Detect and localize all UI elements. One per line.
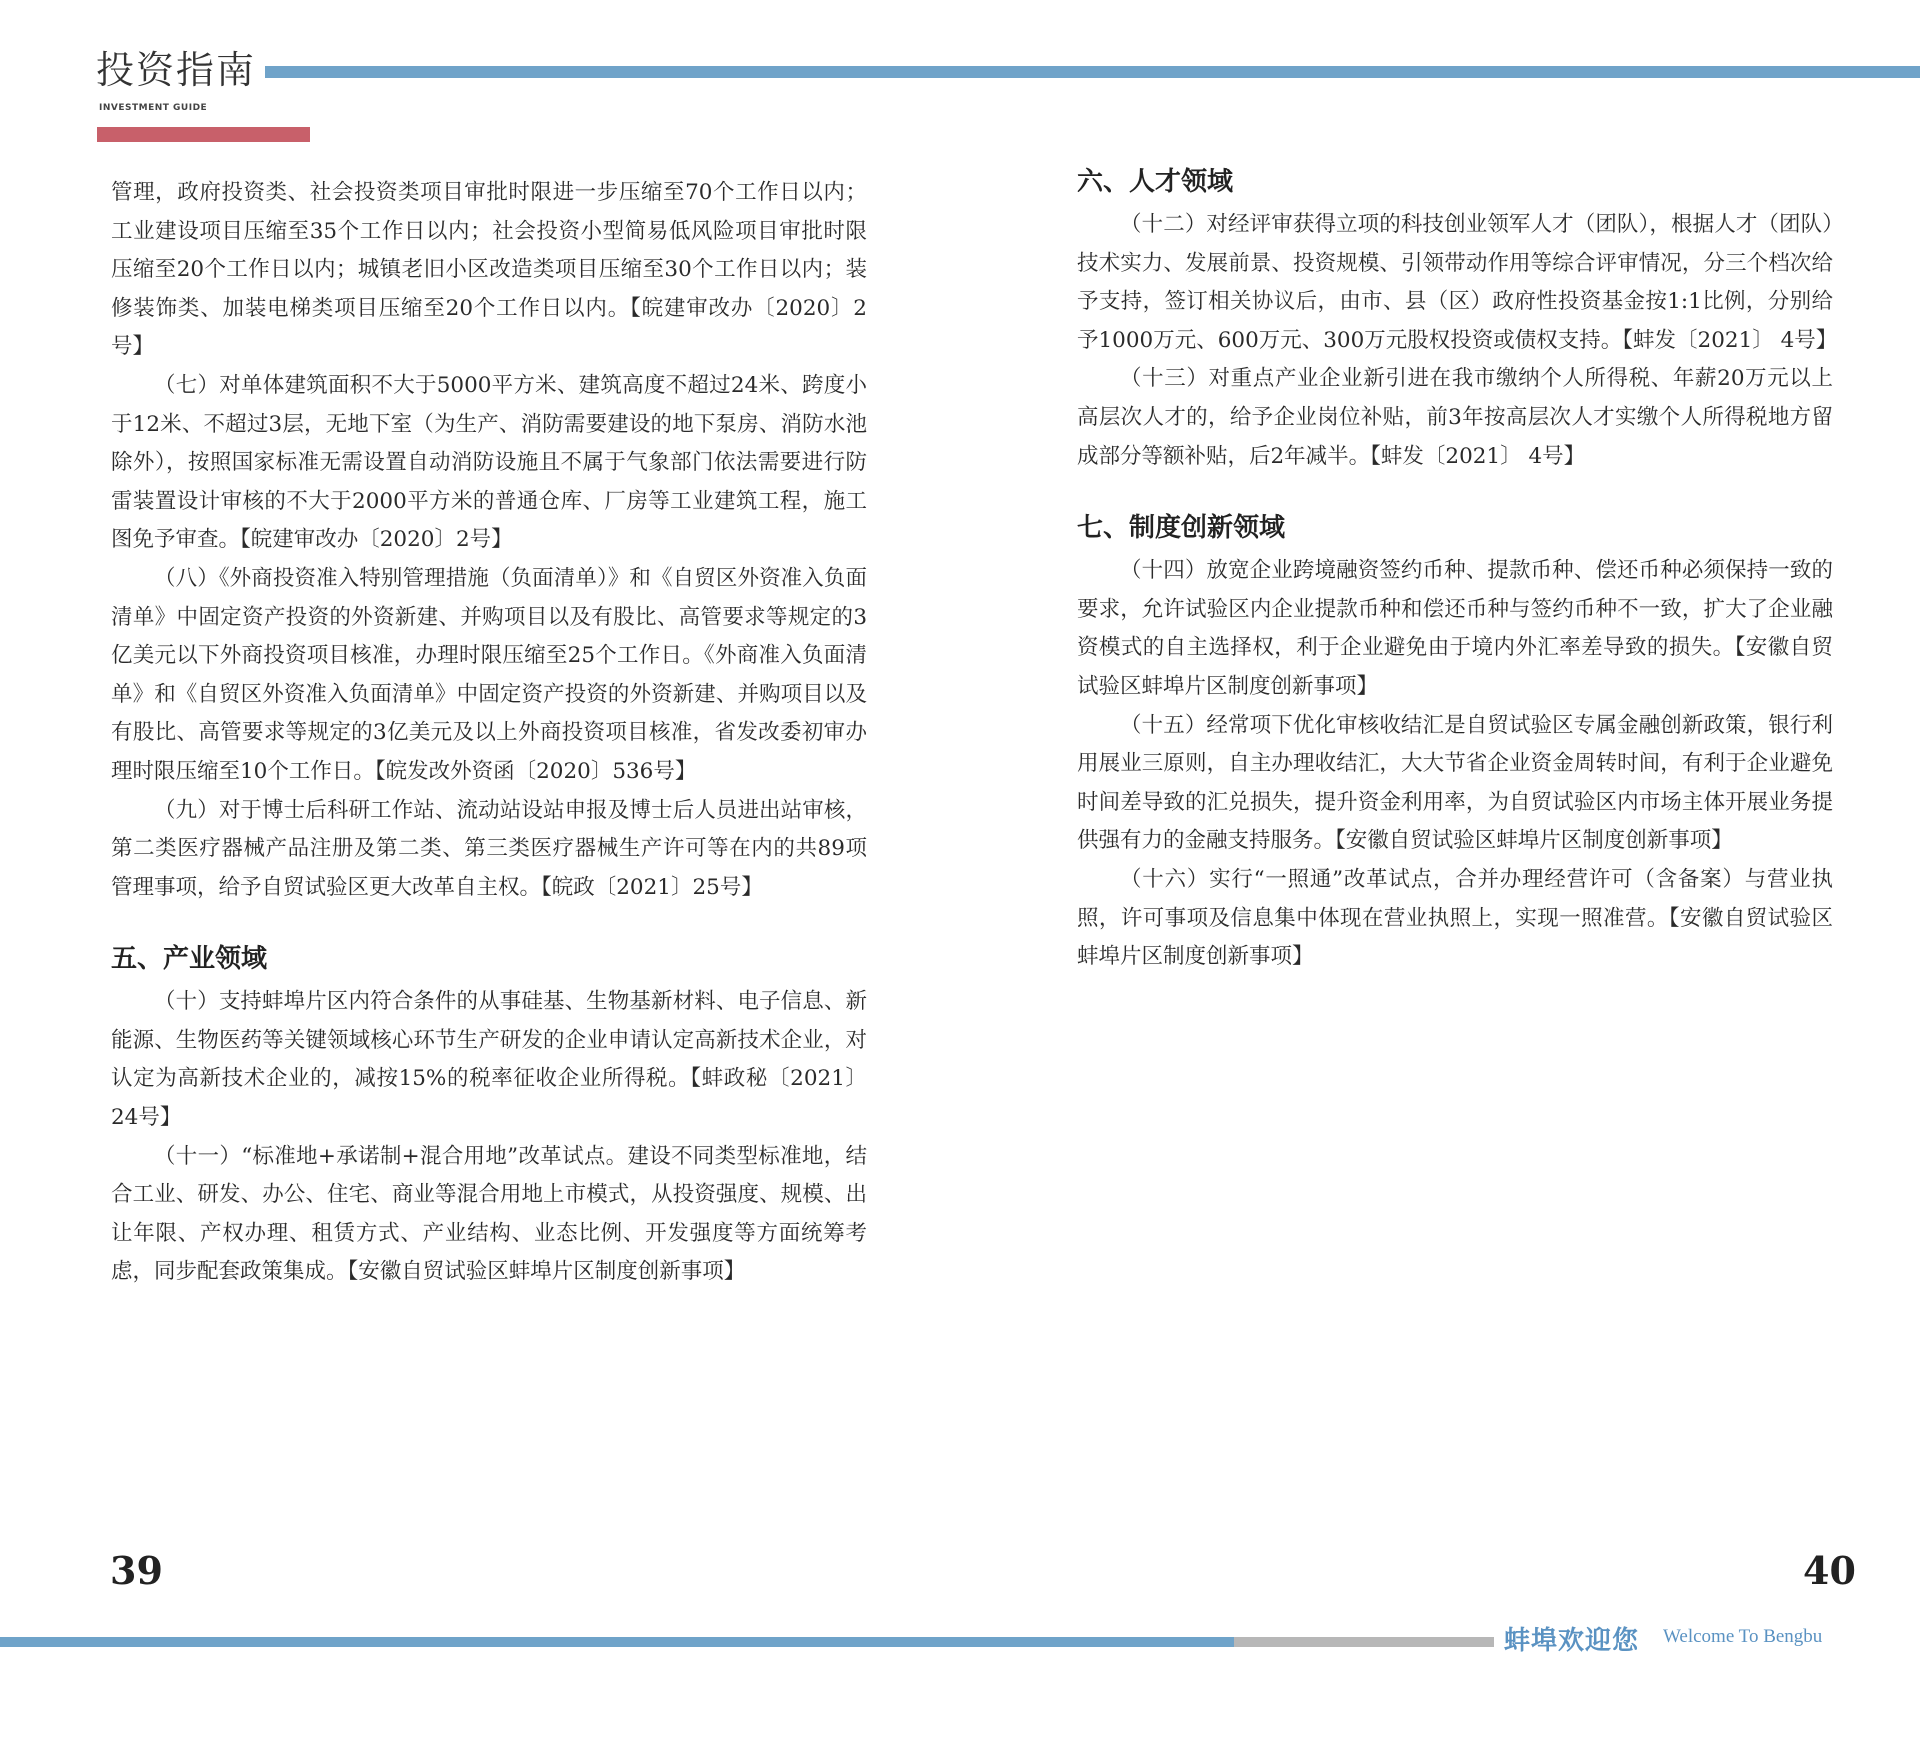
footer-welcome-chinese: 蚌埠欢迎您 <box>1504 1626 1640 1656</box>
paragraph-item-10: （十）支持蚌埠片区内符合条件的从事硅基、生物基新材料、电子信息、新能源、生物医药等关键领域核心环节生产研发的企业申请认定高新技术企业，对认定为高新技术企业的，减按15%的税率征收企业所得税。【蚌政秘〔2021〕24号】 <box>111 989 867 1131</box>
paragraph-item-16: （十六）实行“一照通”改革试点，合并办理经营许可（含备案）与营业执照，许可事项及信息集中体现在营业执照上，实现一照准营。【安徽自贸试验区蚌埠片区制度创新事项】 <box>1077 866 1833 970</box>
paragraph-item-12: （十二）对经评审获得立项的科技创业领军人才（团队），根据人才（团队）技术实力、发展前景、投资规模、引领带动作用等综合评审情况，分三个档次给予支持，签订相关协议后，由市、县（区）政府性投资基金按1:1比例，分别给予1000万元、600万元、300万元股权投资或债权支持。【蚌发〔2021〕 4号】 <box>1077 212 1838 353</box>
header-subtitle: INVESTMENT GUIDE <box>99 103 208 113</box>
section-heading-industry: 五、产业领域 <box>111 944 268 975</box>
paragraph-item-7: （七）对单体建筑面积不大于5000平方米、建筑高度不超过24米、跨度小于12米、不超过3层，无地下室（为生产、消防需要建设的地下泵房、消防水池除外），按照国家标准无需设置自动消防设施且不属于气象部门依法需要进行防雷装置设计审核的不大于2000平方米的普通仓库、厂房等工业建筑工程，施工图免予审查。【皖建审改办〔2020〕2号】 <box>111 372 867 553</box>
paragraph-item-13: （十三）对重点产业企业新引进在我市缴纳个人所得税、年薪20万元以上高层次人才的，给予企业岗位补贴，前3年按高层次人才实缴个人所得税地方留成部分等额补贴，后2年减半。【蚌发〔2021〕 4号】 <box>1077 366 1833 469</box>
header-title: 投资指南 <box>96 48 257 92</box>
header-decoration-bar-blue <box>265 66 1920 78</box>
paragraph-item-14: （十四）放宽企业跨境融资签约币种、提款币种、偿还币种必须保持一致的要求，允许试验区内企业提款币种和偿还币种与签约币种不一致，扩大了企业融资模式的自主选择权，利于企业避免由于境内外汇率差导致的损失。【安徽自贸试验区蚌埠片区制度创新事项】 <box>1077 558 1833 699</box>
page-number-right: 40 <box>1803 1548 1856 1593</box>
paragraph-item-9: （九）对于博士后科研工作站、流动站设站申报及博士后人员进出站审核，第二类医疗器械产品注册及第二类、第三类医疗器械生产许可等在内的共89项管理事项，给予自贸试验区更大改革自主权。【皖政〔2021〕25号】 <box>111 797 867 900</box>
paragraph-continued: 管理，政府投资类、社会投资类项目审批时限进一步压缩至70个工作日以内；工业建设项目压缩至35个工作日以内；社会投资小型简易低风险项目审批时限压缩至20个工作日以内；城镇老旧小区改造类项目压缩至30个工作日以内；装修装饰类、加装电梯类项目压缩至20个工作日以内。【皖建审改办〔2020〕2号】 <box>111 180 867 360</box>
footer-welcome-english: Welcome To Bengbu <box>1663 1626 1823 1647</box>
paragraph-item-8: （八）《外商投资准入特别管理措施（负面清单）》和《自贸区外资准入负面清单》中固定资产投资的外资新建、并购项目以及有股比、高管要求等规定的3亿美元以下外商投资项目核准，办理时限压缩至25个工作日。《外商准入负面清单》和《自贸区外资准入负面清单》中固定资产投资的外资新建、并购项目以及有股比、高管要求等规定的3亿美元及以上外商投资项目核准，省发改委初审办理时限压缩至10个工作日。【皖发改外资函〔2020〕536号】 <box>111 565 867 784</box>
paragraph-item-11: （十一）“标准地+承诺制+混合用地”改革试点。建设不同类型标准地，结合工业、研发、办公、住宅、商业等混合用地上市模式，从投资强度、规模、出让年限、产权办理、租赁方式、产业结构、业态比例、开发强度等方面统筹考虑，同步配套政策集成。【安徽自贸试验区蚌埠片区制度创新事项】 <box>111 1143 867 1285</box>
footer-decoration-bar-gray <box>1234 1637 1494 1647</box>
section-heading-institutional-innovation: 七、制度创新领域 <box>1077 513 1286 544</box>
header-decoration-bar-red <box>97 127 310 142</box>
footer-decoration-bar-blue <box>0 1637 1234 1647</box>
right-page-column <box>1077 162 1838 977</box>
page-number-left: 39 <box>110 1548 163 1593</box>
section-heading-talent: 六、人才领域 <box>1077 167 1234 197</box>
left-page-column <box>111 174 867 1292</box>
paragraph-item-15: （十五）经常项下优化审核收结汇是自贸试验区专属金融创新政策，银行利用展业三原则，自主办理收结汇，大大节省企业资金周转时间，有利于企业避免时间差导致的汇兑损失，提升资金利用率，为自贸试验区内市场主体开展业务提供强有力的金融支持服务。【安徽自贸试验区蚌埠片区制度创新事项】 <box>1077 712 1833 854</box>
